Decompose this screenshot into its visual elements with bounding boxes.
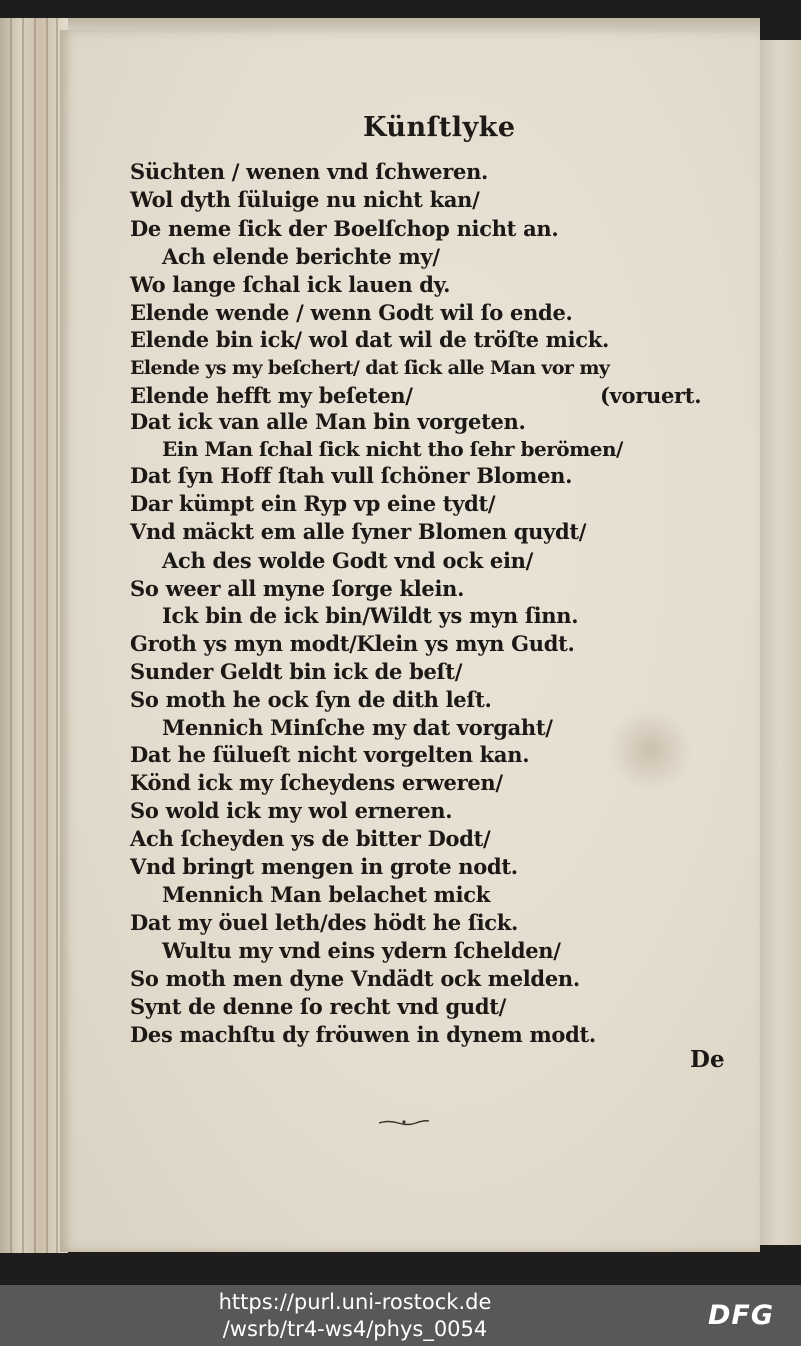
text-line: Ach des wolde Godt vnd ock ein/ xyxy=(162,548,533,573)
text-line: Ick bin de ick bin/Wildt ys myn ſinn. xyxy=(162,603,579,628)
footer-url-line-1[interactable]: https://purl.uni-rostock.de xyxy=(218,1290,492,1314)
text-line: Vnd mäckt em alle ſyner Blomen quydt/ xyxy=(130,519,587,544)
catchword: De xyxy=(690,1046,725,1073)
text-line: Wultu my vnd eins ydern ſchelden/ xyxy=(162,938,561,963)
text-line: So moth he ock ſyn de dith leſt. xyxy=(130,687,492,712)
text-line: Dat ſyn Hoff ſtah vull ſchöner Blomen. xyxy=(130,463,573,488)
text-line: So wold ick my wol erneren. xyxy=(130,798,453,823)
text-line: Mennich Minſche my dat vorgaht/ xyxy=(162,715,553,740)
text-line: De neme ſick der Boelſchop nicht an. xyxy=(130,216,559,241)
text-line: Sunder Geldt bin ick de beſt/ xyxy=(130,659,463,684)
footer-url-line-2[interactable]: /wsrb/tr4-ws4/phys_0054 xyxy=(222,1317,488,1341)
text-line-continuation: (voruert. xyxy=(600,383,702,408)
text-line: Dat my öuel leth/des hödt he ſick. xyxy=(130,910,519,935)
text-line: Ein Man ſchal ſick nicht tho ſehr berömen/ xyxy=(162,437,623,461)
text-line: Elende ys my beſchert/ dat ſick alle Man vor my xyxy=(130,357,610,379)
text-line: Elende hefft my beſeten/ xyxy=(130,383,413,408)
dfg-logo: DFG xyxy=(708,1300,775,1331)
text-line: Elende wende / wenn Godt wil ſo ende. xyxy=(130,300,573,325)
text-line: Dat he ſülueſt nicht vorgelten kan. xyxy=(130,742,530,767)
text-line: Könd ick my ſcheydens erweren/ xyxy=(130,770,503,795)
text-line: Mennich Man belachet mick xyxy=(162,882,491,907)
text-line: Elende bin ick/ wol dat wil de tröſte mick. xyxy=(130,327,610,352)
text-line: So weer all myne ſorge klein. xyxy=(130,576,465,601)
text-line: Wo lange ſchal ick lauen dy. xyxy=(130,272,451,297)
text-line: Ach ſcheyden ys de bitter Dodt/ xyxy=(130,826,491,851)
text-line: Synt de denne ſo recht vnd gudt/ xyxy=(130,994,506,1019)
text-line: Ach elende berichte my/ xyxy=(162,244,440,269)
text-line: So moth men dyne Vndädt ock melden. xyxy=(130,966,580,991)
text-line: Dar kümpt ein Ryp vp eine tydt/ xyxy=(130,491,496,516)
ornament-flourish xyxy=(378,1118,430,1126)
text-line: Süchten / wenen vnd ſchweren. xyxy=(130,159,489,184)
text-line: Vnd bringt mengen in grote nodt. xyxy=(130,854,518,879)
text-line: Groth ys myn modt/Klein ys myn Gudt. xyxy=(130,631,575,656)
text-line: Des machſtu dy fröuwen in dynem modt. xyxy=(130,1022,596,1047)
text-line: Dat ick van alle Man bin vorgeten. xyxy=(130,409,526,434)
text-line: Wol dyth ſüluige nu nicht kan/ xyxy=(130,187,480,212)
page-heading: Künſtlyke xyxy=(363,112,516,143)
